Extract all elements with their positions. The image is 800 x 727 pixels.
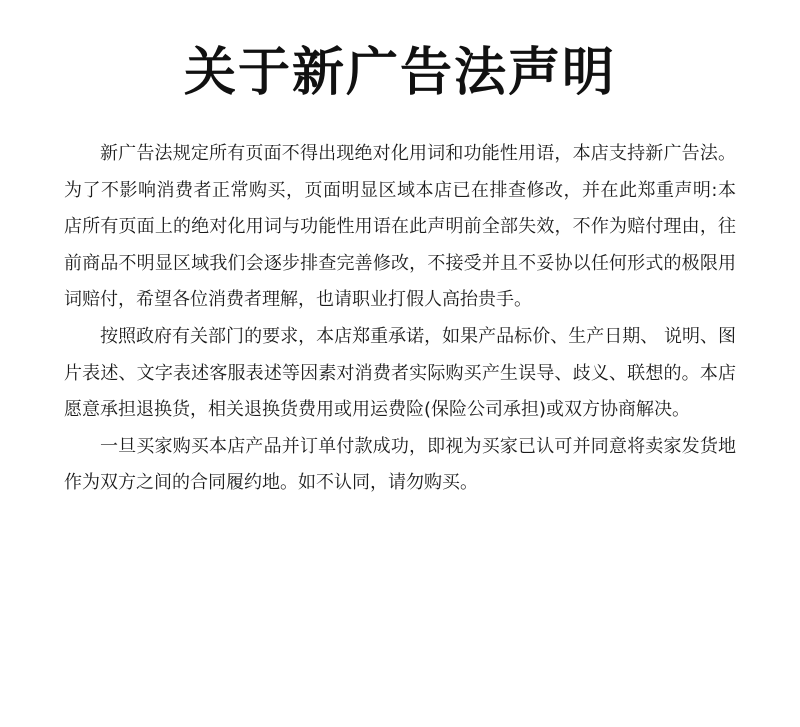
page-title: 关于新广告法声明 [183, 43, 616, 103]
paragraph-return-policy: 按照政府有关部门的要求，本店郑重承诺，如果产品标价、生产日期、 说明、图片表述、文字表述客服表述等因素对消费者实际购买产生误导、歧义、联想的。本店愿意承担退换货，相关退换货费用或用运费险(保险公司承担)或双方协商解决。 [64, 325, 736, 421]
paragraph-ad-law: 新广告法规定所有页面不得出现绝对化用词和功能性用语，本店支持新广告法。为了不影响消费者正常购买，页面明显区域本店已在排查修改，并在此郑重声明:本店所有页面上的绝对化用词与功能性用语在此声明前全部失效，不作为赔付理由，往前商品不明显区域我们会逐步排查完善修改，不接受并且不妥协以任何形式的极限用词赔付，希望各位消费者理解，也请职业打假人高抬贵手。 [64, 143, 736, 311]
statement-body [64, 136, 736, 502]
paragraph-contract-location: 一旦买家购买本店产品并订单付款成功，即视为买家已认可并同意将卖家发货地作为双方之间的合同履约地。如不认同，请勿购买。 [64, 435, 736, 494]
